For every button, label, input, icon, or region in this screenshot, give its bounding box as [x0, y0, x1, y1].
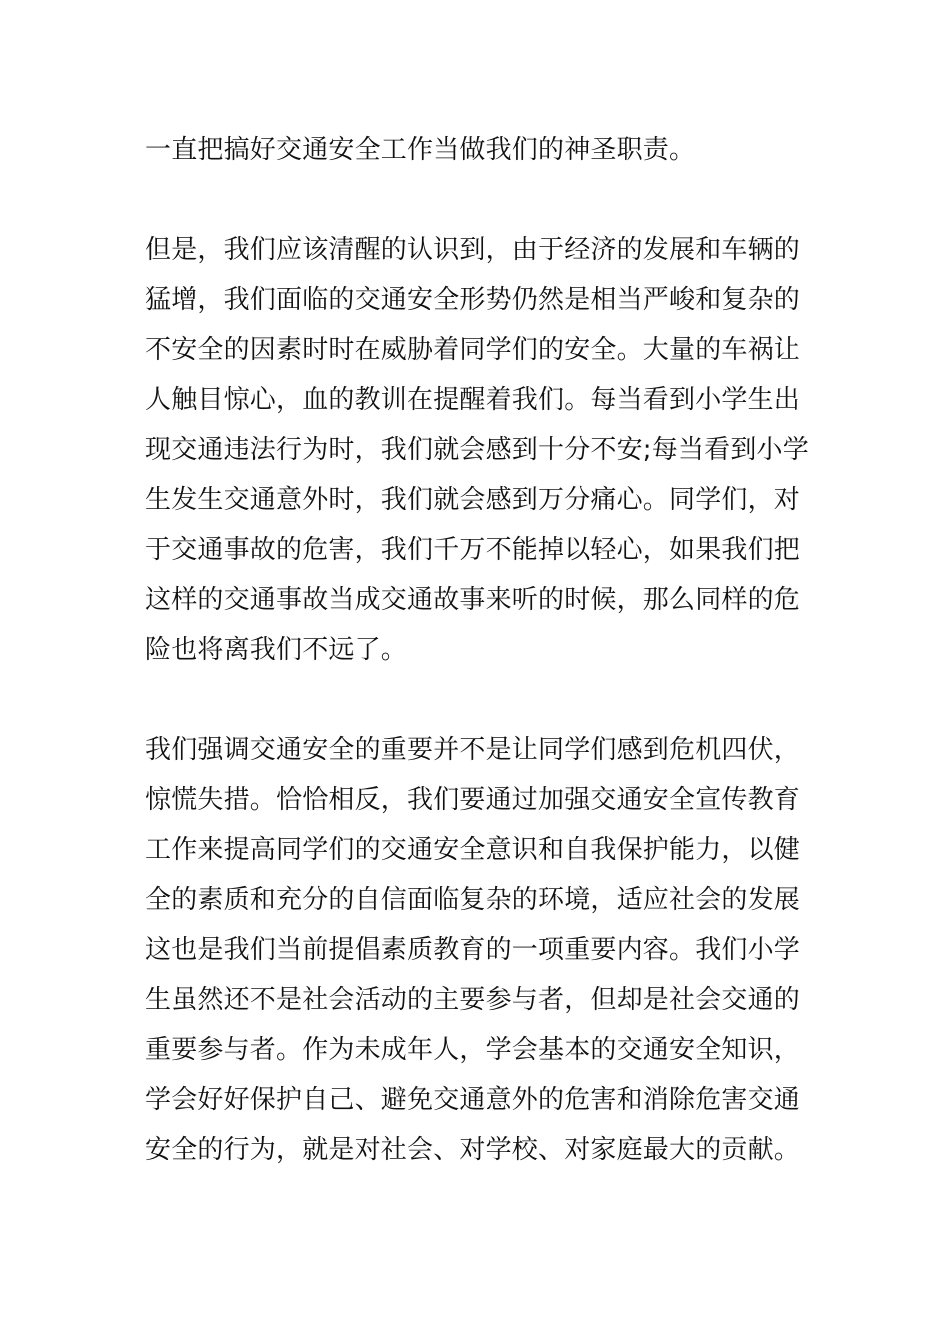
text-line: 一直把搞好交通安全工作当做我们的神圣职责。 [145, 135, 696, 165]
text-line: 全的素质和充分的自信面临复杂的环境，适应社会的发展 [145, 885, 801, 915]
text-line: 于交通事故的危害，我们千万不能掉以轻心，如果我们把 [145, 535, 801, 565]
text-line: 人触目惊心，血的教训在提醒着我们。每当看到小学生出 [145, 385, 801, 415]
text-line: 但是，我们应该清醒的认识到，由于经济的发展和车辆的 [145, 235, 801, 265]
text-line: 这样的交通事故当成交通故事来听的时候，那么同样的危 [145, 585, 801, 615]
text-line: 安全的行为，就是对社会、对学校、对家庭最大的贡献。 [145, 1135, 801, 1165]
text-line: 现交通违法行为时，我们就会感到十分不安;每当看到小学 [145, 435, 809, 465]
text-line: 险也将离我们不远了。 [145, 635, 408, 665]
text-line: 重要参与者。作为未成年人，学会基本的交通安全知识， [145, 1035, 801, 1065]
text-line: 猛增，我们面临的交通安全形势仍然是相当严峻和复杂的 [145, 285, 801, 315]
text-line: 学会好好保护自己、避免交通意外的危害和消除危害交通 [145, 1085, 801, 1115]
text-line: 不安全的因素时时在威胁着同学们的安全。大量的车祸让 [145, 335, 801, 365]
text-line: 生发生交通意外时，我们就会感到万分痛心。同学们，对 [145, 485, 801, 515]
text-line: 我们强调交通安全的重要并不是让同学们感到危机四伏， [145, 735, 801, 765]
text-line: 生虽然还不是社会活动的主要参与者，但却是社会交通的 [145, 985, 801, 1015]
text-line: 工作来提高同学们的交通安全意识和自我保护能力，以健 [145, 835, 801, 865]
text-line: 这也是我们当前提倡素质教育的一项重要内容。我们小学 [145, 935, 801, 965]
text-line: 惊慌失措。恰恰相反，我们要通过加强交通安全宣传教育 [145, 785, 801, 815]
